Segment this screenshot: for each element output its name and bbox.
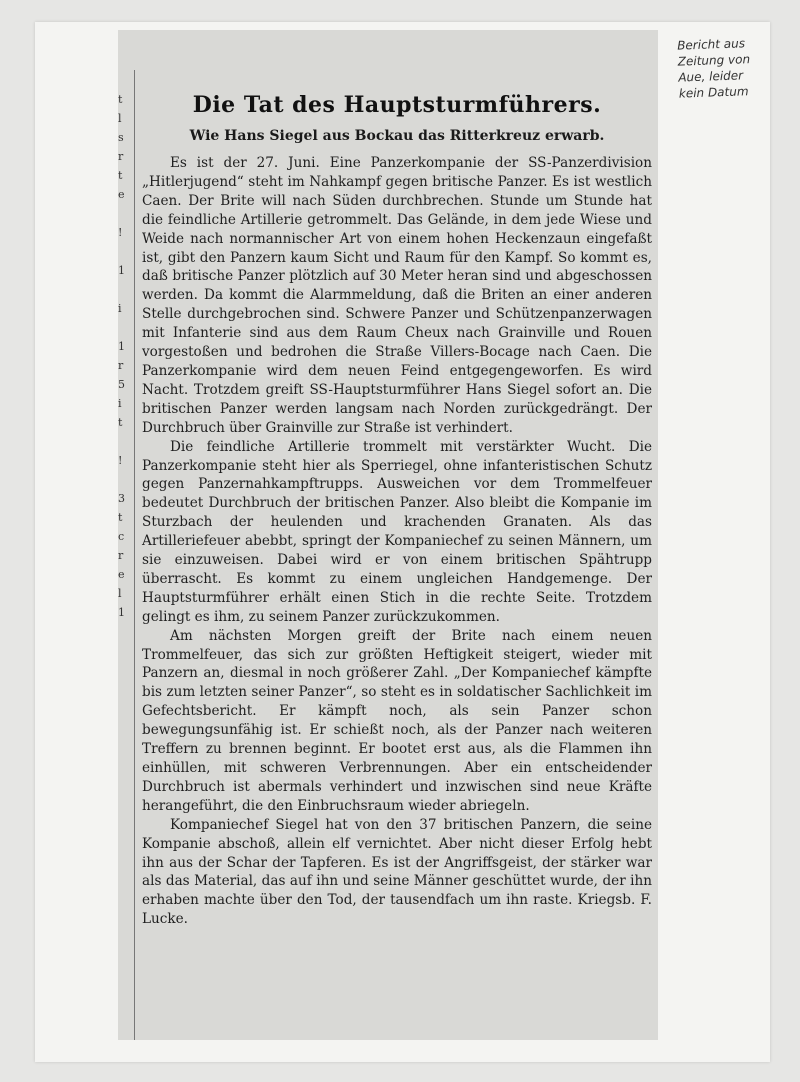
fragment-char: 1 xyxy=(118,340,125,353)
paragraph-4: Kompaniechef Siegel hat von den 37 britischen Panzern, die seine Kompanie abschoß, allein elf vernichtet. Aber nicht dieser Erfolg hebt ihn aus der Schar der Tapferen. Es ist der Angriffsgeist, der stärker war als das Material, das auf ihn und seine Männer geschüttet wurde, der ihn erhaben machte über den Tod, der tausendfach um ihn raste. Kriegsb. F. Lucke. xyxy=(142,816,652,928)
fragment-char: e xyxy=(118,188,125,201)
fragment-char xyxy=(118,432,132,451)
handwritten-note: Bericht aus Zeitung von Aue, leider kein Datum xyxy=(676,36,751,101)
fragment-char: r xyxy=(118,150,124,163)
column-divider xyxy=(134,70,135,1040)
previous-column-fragments xyxy=(118,90,132,790)
fragment-char: i xyxy=(118,302,122,315)
newspaper-clipping xyxy=(118,30,658,1040)
paragraph-3: Am nächsten Morgen greift der Brite nach einem neuen Trommelfeuer, das sich zur größten Heftigkeit steigert, wieder mit Panzern an, diesmal in noch größerer Zahl. „Der Kompaniechef kämpfte bis zum letzten seiner Panzer“, so steht es in soldatischer Sachlichkeit im Gefechtsbericht. Er kämpft noch, als sein Panzer schon bewegungsunfähig ist. Er schießt noch, als der Panzer nach weiteren Treffern zu brennen beginnt. Er bootet erst aus, als die Flammen ihn einhüllen, mit schweren Verbrennungen. Aber ein entscheidender Durchbruch ist abermals verhindert und inzwischen sind neue Kräfte herangeführt, die den Einbruchsraum wieder abriegeln. xyxy=(142,627,652,814)
fragment-char: r xyxy=(118,359,124,372)
fragment-char: 1 xyxy=(118,606,125,619)
fragment-char: ! xyxy=(118,226,123,239)
fragment-char xyxy=(118,204,132,223)
fragment-char: c xyxy=(118,530,125,543)
fragment-char: e xyxy=(118,568,125,581)
fragment-char: t xyxy=(118,511,123,524)
headline: Die Tat des Hauptsturmführers. xyxy=(192,92,602,118)
fragment-char: s xyxy=(118,131,124,144)
fragment-char: t xyxy=(118,169,123,182)
fragment-char: 5 xyxy=(118,378,125,391)
fragment-char: t xyxy=(118,416,123,429)
fragment-char xyxy=(118,280,132,299)
paragraph-2: Die feindliche Artillerie trommelt mit verstärkter Wucht. Die Panzerkompanie steht hier als Sperriegel, ohne infanteristischen Schutz gegen Panzernahkampftrupps. Ausweichen vor dem Trommelfeuer bedeutet Durchbruch der britischen Panzer. Also bleibt die Kompanie im Sturzbach der heulenden und krachenden Granaten. Als das Artilleriefeuer abebbt, springt der Kompaniechef zu seinen Männern, um sie einzuweisen. Dabei wird er von einem britischen Spähtrupp überrascht. Es kommt zu einem ungleichen Handgemenge. Der Hauptsturmführer erhält einen Stich in die rechte Seite. Trotzdem gelingt es ihm, zu seinem Panzer zurückzukommen. xyxy=(142,438,652,625)
fragment-char: l xyxy=(118,112,122,125)
paragraph-1: Es ist der 27. Juni. Eine Panzerkompanie der SS-Panzerdivision „Hitlerjugend“ steht im Nahkampf gegen britische Panzer. Es ist westlich Caen. Der Brite will nach Süden durchbrechen. Stunde um Stunde hat die feindliche Artillerie getrommelt. Das Gelände, in dem jede Wiese und Weide nach normannischer Art von einem hohen Heckenzaun eingefaßt ist, gibt den Panzern kaum Sicht und Raum für den Kampf. So kommt es, daß britische Panzer plötzlich auf 30 Meter heran sind und abgeschossen werden. Da kommt die Alarmmeldung, daß die Briten an einer anderen Stelle durchgebrochen sind. Schwere Panzer und Schützenpanzerwagen mit Infanterie sind aus dem Raum Cheux nach Grainville und Rouen vorgestoßen und bedrohen die Straße Villers-Bocage nach Caen. Die Panzerkompanie wird dem neuen Feind entgegengeworfen. Es wird Nacht. Trotzdem greift SS-Hauptsturmführer Hans Siegel sofort an. Die britischen Panzer werden langsam nach Norden zurückgedrängt. Der Durchbruch über Grainville zur Straße ist verhindert. xyxy=(142,155,652,436)
fragment-char xyxy=(118,242,132,261)
fragment-char: r xyxy=(118,549,124,562)
subheadline: Wie Hans Siegel aus Bockau das Ritterkreuz erwarb. xyxy=(189,128,605,144)
fragment-char: 3 xyxy=(118,492,125,505)
article xyxy=(142,30,652,929)
fragment-char: ! xyxy=(118,454,123,467)
fragment-char: l xyxy=(118,587,122,600)
fragment-char: i xyxy=(118,397,122,410)
fragment-char: t xyxy=(118,93,123,106)
article-body xyxy=(142,154,652,929)
fragment-char xyxy=(118,318,132,337)
fragment-char xyxy=(118,470,132,489)
fragment-char: 1 xyxy=(118,264,125,277)
